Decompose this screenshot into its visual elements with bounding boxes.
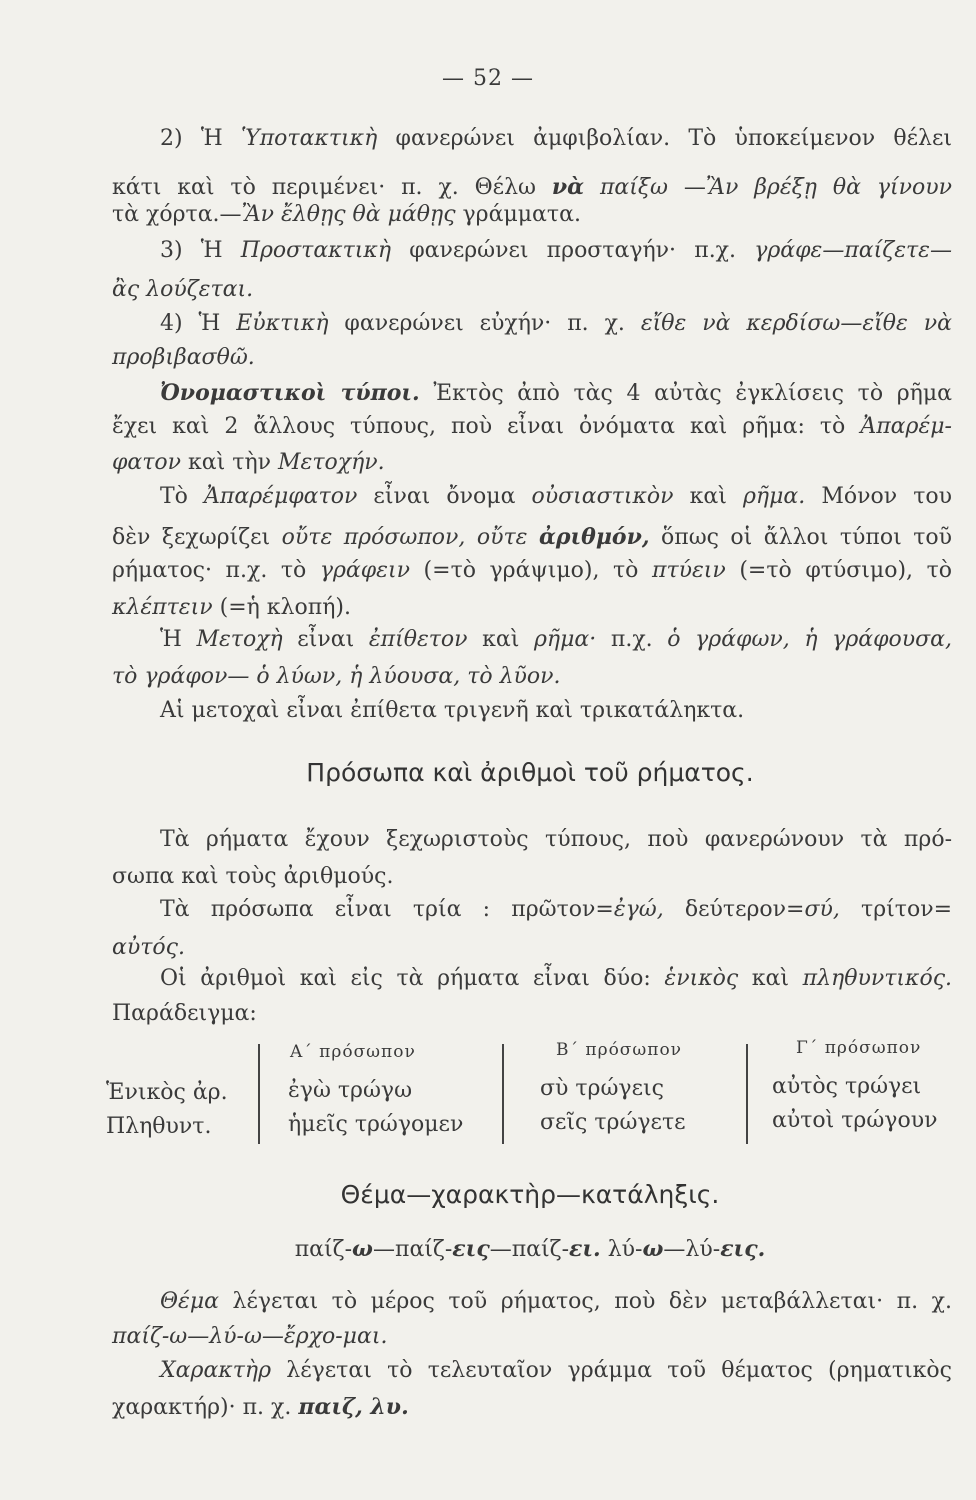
table-divider [258, 1044, 260, 1144]
text-run: —παίζ- [372, 1237, 453, 1262]
text-run: γράφε—παίζετε— [754, 238, 952, 263]
text-run: (=τὸ φτύσιμο), τὸ [725, 558, 953, 583]
text-line [112, 275, 952, 305]
text-run: (=ἡ κλοπή). [212, 595, 351, 620]
text-run: Χαρακτὴρ [160, 1358, 272, 1383]
text-run: καὶ [673, 484, 743, 509]
text-run: τρίτον= [839, 897, 952, 922]
text-run: κάτι καὶ τὸ περιμένει· π. χ. Θέλω [112, 175, 552, 200]
text-run: ἐγώ, [613, 897, 664, 922]
text-run: καὶ [467, 627, 534, 652]
text-run: εἶναι ὄνομα [357, 484, 532, 509]
text-run: Ἀπαρέμφατον [204, 484, 358, 509]
text-run: φανερώνει προσταγήν· π.χ. [391, 238, 755, 263]
text-run: τὰ χόρτα.— [112, 202, 242, 227]
text-run: εἶναι [282, 627, 369, 652]
text-run: (=τὸ γράψιμο), τὸ [410, 558, 652, 583]
table-divider [502, 1044, 504, 1144]
text-run: λύ- [600, 1237, 643, 1262]
text-run: φανερώνει ἀμφιβολίαν. Τὸ ὑποκείμενον θέλει [377, 126, 952, 151]
text-run: Ἡ [160, 627, 197, 652]
table-cell: σεῖς τρώγετε [540, 1110, 686, 1135]
text-run: Οἱ ἀριθμοὶ καὶ εἰς τὰ ρήματα εἶναι δύο: [160, 966, 665, 991]
table-header: Α΄ πρόσωπον [290, 1042, 416, 1062]
text-run: αὐτός. [112, 935, 185, 960]
text-line [112, 999, 952, 1029]
text-run: οὐσιαστικὸν [531, 484, 674, 509]
text-line [112, 522, 952, 553]
table-header: Γ΄ πρόσωπον [796, 1038, 922, 1058]
text-run: Ὑποτακτικὴ [240, 126, 378, 151]
table-cell: αὐτοὶ τρώγουν [772, 1108, 938, 1133]
text-run: ἑνικὸς [664, 966, 739, 991]
text-run: νὰ [551, 174, 585, 200]
text-line [112, 172, 952, 203]
text-line [160, 1356, 952, 1386]
text-run [584, 175, 600, 200]
text-run: Παράδειγμα: [112, 1001, 257, 1026]
text-run: —λύ- [663, 1237, 721, 1262]
text-run: Ἀπαρέμ- [860, 414, 952, 439]
text-run: ἂς λούζεται. [112, 277, 254, 302]
text-run: εἴθε νὰ κερδίσω—εἴθε νὰ [640, 311, 952, 336]
text-run: Ὀνομαστικοὶ τύποι. [160, 380, 420, 406]
text-run: ει. [569, 1236, 601, 1262]
text-run: οὔτε πρόσωπον, οὔτε [281, 525, 528, 550]
text-line [112, 343, 952, 373]
text-run: 4) Ἡ [160, 311, 237, 336]
text-run: Τὰ ρήματα ἔχουν ξεχωριστοὺς τύπους, ποὺ φανερώνουν τὰ πρό- [160, 827, 952, 852]
text-run: προβιβασθῶ. [112, 345, 255, 370]
text-run: λέγεται τὸ μέρος τοῦ ρήματος, ποὺ δὲν μεταβάλλεται· π. χ. [219, 1289, 952, 1314]
text-run: ω [352, 1236, 373, 1262]
text-line [160, 696, 952, 726]
text-run: 2) Ἡ [160, 126, 241, 151]
text-run: καὶ [738, 966, 803, 991]
text-run: πτύειν [651, 558, 726, 583]
text-run: λέγεται τὸ τελευταῖον γράμμα τοῦ θέματος (ρηματικὸς [271, 1358, 952, 1383]
text-run: φανερώνει εὐχήν· π. χ. [328, 311, 641, 336]
text-run: —παίζ- [489, 1237, 570, 1262]
table-row-label: Πληθυντ. [106, 1114, 212, 1139]
text-run: φατον [112, 450, 182, 475]
text-run: π.χ. [596, 627, 668, 652]
text-run: Αἱ μετοχαὶ εἶναι ἐπίθετα τριγενῆ καὶ τρικατάληκτα. [160, 698, 745, 723]
text-run: Ἐκτὸς ἀπὸ τὰς 4 αὐτὰς ἐγκλίσεις τὸ ρῆμα [419, 381, 952, 406]
text-line [160, 625, 952, 655]
text-line [160, 895, 952, 925]
text-run: σύ, [804, 897, 840, 922]
text-line [160, 964, 952, 994]
text-run: Τὸ [160, 484, 205, 509]
text-run: ρῆμα· [534, 627, 597, 652]
text-run: — [667, 175, 706, 200]
table-cell: σὺ τρώγεις [540, 1076, 664, 1101]
section-heading: Πρόσωπα καὶ ἀριθμοὶ τοῦ ρήματος. [306, 758, 754, 787]
text-line [112, 200, 952, 230]
text-line [160, 236, 952, 266]
table-header: Β΄ πρόσωπον [556, 1040, 683, 1060]
table-divider [746, 1044, 748, 1144]
text-run: σωπα καὶ τοὺς ἀριθμούς. [112, 864, 394, 889]
text-run: ὅπως οἱ ἄλλοι τύποι τοῦ [649, 525, 952, 550]
table-row-label: Ἑνικὸς ἀρ. [106, 1080, 228, 1105]
text-line [160, 825, 952, 855]
text-run: ἔχει καὶ 2 ἄλλους τύπους, ποὺ εἶναι ὀνόματα καὶ ρῆμα: τὸ [112, 414, 861, 439]
text-run: δεύτερον= [663, 897, 805, 922]
text-run: παιζ, λυ. [298, 1394, 409, 1420]
text-run: παίζ- [294, 1237, 353, 1262]
text-run: ἀριθμόν, [538, 524, 650, 550]
text-run: παίξω [599, 175, 668, 200]
text-run: 3) Ἡ [160, 238, 241, 263]
text-run: παίζ-ω—λύ-ω—ἔρχο-μαι. [112, 1324, 388, 1349]
text-line [112, 556, 952, 586]
text-run: ω [642, 1236, 664, 1262]
text-run: γράφειν [319, 558, 410, 583]
section-heading: Θέμα—χαρακτὴρ—κατάληξις. [340, 1180, 720, 1209]
text-line [160, 309, 952, 339]
page-number: — 52 — [442, 66, 534, 91]
text-run: πληθυντικός. [802, 966, 953, 991]
text-run: δὲν ξεχωρίζει [112, 525, 282, 550]
text-run: χαρακτήρ)· π. χ. [112, 1395, 299, 1420]
table-cell: ἡμεῖς τρώγομεν [288, 1112, 464, 1137]
text-run: κλέπτειν [112, 595, 213, 620]
text-line [112, 1392, 952, 1423]
text-run: Εὐκτικὴ [236, 311, 329, 336]
text-run: εις. [720, 1236, 766, 1262]
text-run: Μετοχήν. [278, 450, 385, 475]
conjugation-table [106, 1036, 952, 1144]
text-run: εις [452, 1236, 490, 1262]
text-line [112, 412, 952, 442]
text-line [112, 862, 952, 892]
text-run: καὶ τὴν [181, 450, 278, 475]
text-run: Μετοχὴ [196, 627, 283, 652]
text-line [112, 662, 952, 692]
text-run: Προστακτικὴ [240, 238, 392, 263]
text-run: ρήματος· π.χ. τὸ [112, 558, 320, 583]
text-run: τὸ γράφον— ὁ λύων, ἡ λύουσα, τὸ λῦον. [112, 664, 561, 689]
text-line [160, 1287, 952, 1317]
text-line [112, 1322, 952, 1352]
text-run: Τὰ πρόσωπα εἶναι τρία : πρῶτον= [160, 897, 614, 922]
text-run: Ἂν ἔλθῃς θὰ μάθῃς [241, 202, 456, 227]
text-run: Μόνον του [805, 484, 952, 509]
text-run: Θέμα [160, 1289, 219, 1314]
text-line [160, 482, 952, 512]
text-run: ρῆμα. [742, 484, 806, 509]
text-line [160, 124, 952, 154]
text-line [112, 448, 952, 478]
examples-line [0, 1236, 976, 1262]
table-cell: αὐτὸς τρώγει [772, 1074, 922, 1099]
text-line [112, 593, 952, 623]
text-run: Ἂν βρέξῃ θὰ γίνουν [705, 175, 952, 200]
table-cell: ἐγὼ τρώγω [288, 1078, 413, 1103]
text-run [527, 525, 538, 550]
text-run: ὁ γράφων, ἡ γράφουσα, [667, 627, 952, 652]
text-run: ἐπίθετον [368, 627, 468, 652]
text-line [112, 933, 952, 963]
text-run: γράμματα. [455, 202, 581, 227]
text-line [160, 378, 952, 409]
